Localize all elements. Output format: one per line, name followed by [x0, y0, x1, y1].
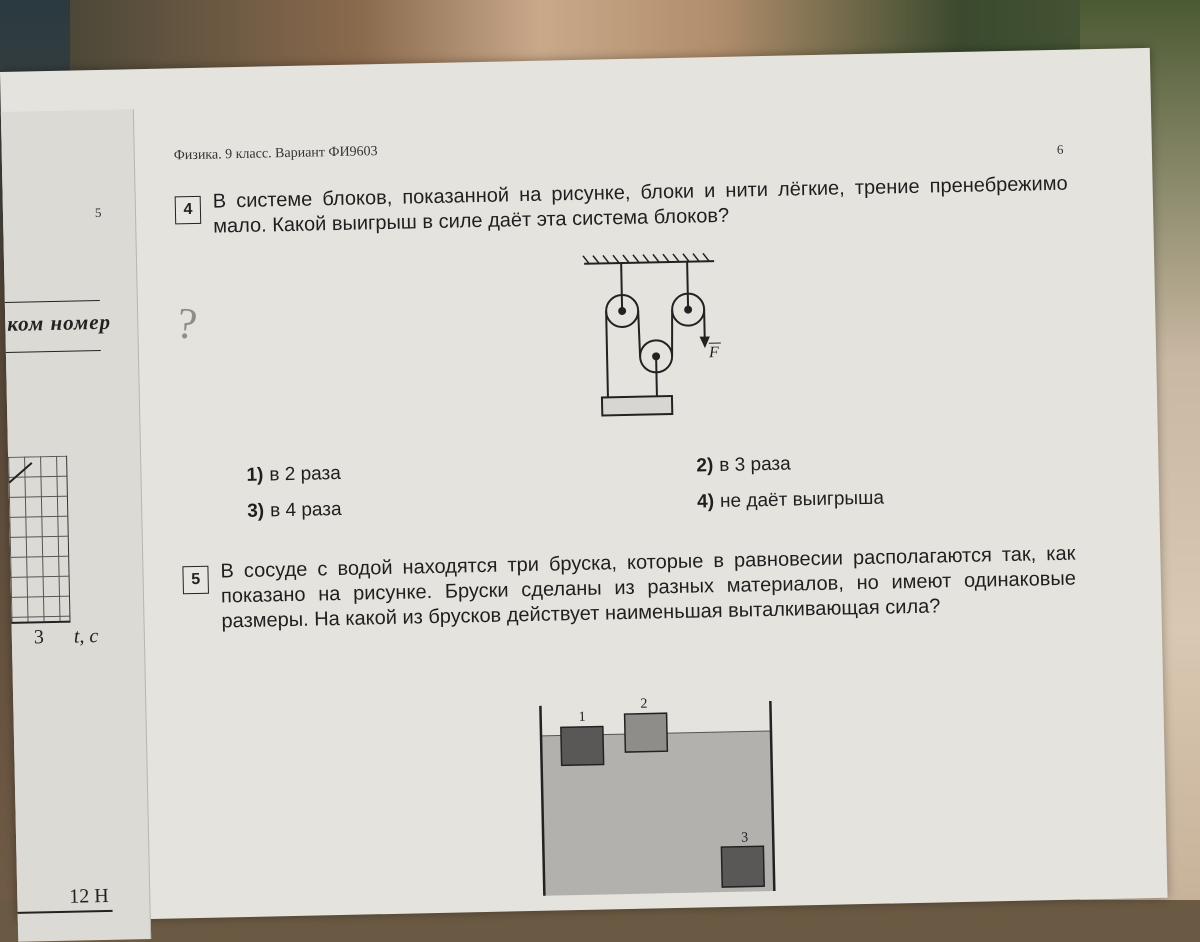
vessel-figure: [528, 681, 792, 896]
answer-2[interactable]: 2) в 3 раза: [696, 454, 791, 478]
pulley-right: [671, 261, 704, 326]
answer-1[interactable]: 1) в 2 раза: [246, 463, 341, 487]
exam-sheet: [0, 48, 1168, 922]
left-page-axis: [18, 910, 113, 914]
question-4-text: В системе блоков, показанной на рисунке, блоки и нити лёгкие, трение пренебрежимо мало. Какой выигрыш в силе даёт эта система блоков?: [213, 172, 1069, 240]
page-header: Физика. 9 класс. Вариант ФИ9603: [174, 144, 378, 164]
pencil-mark: ?: [174, 297, 199, 350]
force-label: F: [708, 344, 719, 361]
answer-4[interactable]: 4) не даёт выигрыша: [697, 488, 884, 514]
ceiling: [583, 253, 714, 264]
left-page-partial-text: ком номер: [7, 310, 111, 337]
question-5-text: В сосуде с водой находятся три бруска, которые в равновесии располагаются так, как показано на рисунке. Бруски сделаны из разных материалов, но имеют одинаковые размеры. На какой из брусков действует наименьшая выталкивающая сила?: [220, 542, 1076, 635]
left-page-graph-grid: [8, 456, 70, 624]
force-arrow: [701, 337, 709, 346]
question-4-number: 4: [175, 196, 202, 225]
block-3: [721, 846, 764, 887]
left-page-rule: [5, 300, 100, 303]
left-page-graph-tick: 3: [34, 626, 44, 649]
load-block: [602, 396, 672, 415]
left-page-number: 5: [95, 205, 102, 221]
answer-3[interactable]: 3) в 4 раза: [247, 499, 342, 523]
pulley-system-figure: [579, 247, 733, 420]
block-2-label: 2: [640, 697, 647, 712]
pulley-left: [605, 263, 638, 328]
block-1: [561, 727, 604, 766]
block-3-label: 3: [741, 831, 748, 846]
question-5-number: 5: [182, 566, 209, 595]
left-page-axis-label: t, с: [74, 625, 99, 649]
left-page-force-label: 12 Н: [69, 885, 109, 909]
block-2: [625, 713, 668, 752]
block-1-label: 1: [578, 710, 585, 725]
left-page: [1, 109, 151, 942]
left-page-rule: [6, 350, 101, 353]
page-number: 6: [1057, 142, 1064, 158]
pulley-moving: [640, 340, 673, 397]
